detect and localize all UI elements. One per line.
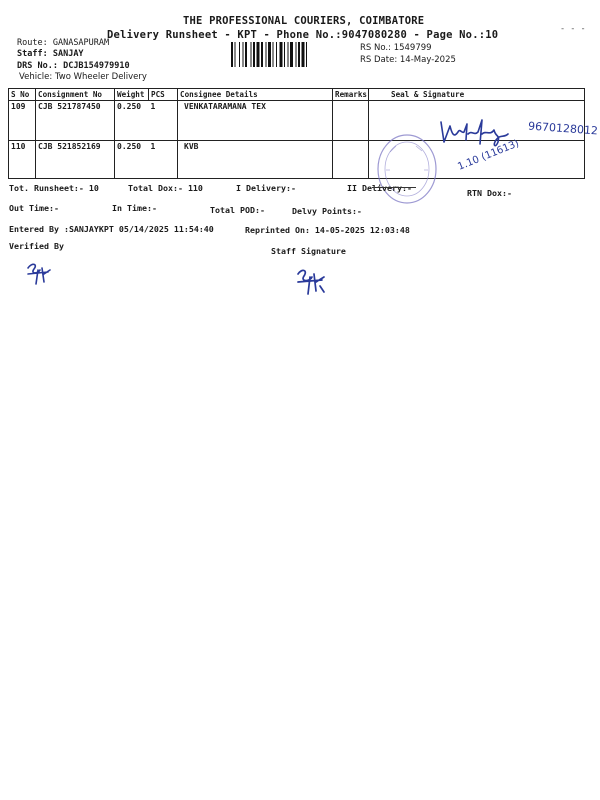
cell-remarks xyxy=(333,101,369,141)
company-seal-stamp xyxy=(376,132,438,206)
verified-by-label: Verified By xyxy=(9,241,64,251)
delivery-points: Delvy Points:- xyxy=(292,206,362,216)
cell-consignment: CJB 521787450 xyxy=(36,101,115,141)
cell-consignment: CJB 521852169 xyxy=(36,141,115,179)
cell-pcs: 1 xyxy=(149,101,178,141)
total-pod: Total POD:- xyxy=(210,205,265,215)
cell-consignee: VENKATARAMANA TEX xyxy=(178,101,333,141)
col-seal-header: Seal & Signature xyxy=(369,89,585,101)
col-sno-header: S No xyxy=(9,89,36,101)
cell-sno: 109 xyxy=(9,101,36,141)
second-delivery: II Delivery:- xyxy=(347,183,412,193)
company-title: THE PROFESSIONAL COURIERS, COIMBATORE xyxy=(183,15,425,27)
rs-date-line xyxy=(360,55,456,65)
drs-value: DCJB154979910 xyxy=(63,61,130,71)
barcode-image xyxy=(230,42,352,67)
first-delivery: I Delivery:- xyxy=(236,183,296,193)
col-weight-header: Weight xyxy=(115,89,149,101)
route-label: Route: xyxy=(17,38,48,48)
col-consignee-header: Consignee Details xyxy=(178,89,333,101)
total-runsheet: Tot. Runsheet:- 10 xyxy=(9,183,99,193)
drs-line xyxy=(17,61,130,71)
handwritten-phone-note: 9670128012 xyxy=(527,119,599,138)
handwritten-received-note: 1.10 (11613) xyxy=(456,138,521,173)
col-consignment-header: Consignment No xyxy=(36,89,115,101)
reprinted-on: Reprinted On: 14-05-2025 12:03:48 xyxy=(245,225,410,235)
cell-consignee: KVB xyxy=(178,141,333,179)
vehicle-line xyxy=(19,72,147,82)
in-time: In Time:- xyxy=(112,203,157,213)
rs-date-label: RS Date: xyxy=(360,55,398,65)
cell-weight: 0.250 xyxy=(115,101,149,141)
verifier-signature xyxy=(24,260,52,286)
rs-no-value: 1549799 xyxy=(393,43,432,53)
return-dox: RTN Dox:- xyxy=(467,188,512,198)
col-pcs-header: PCS xyxy=(149,89,178,101)
rs-no-line xyxy=(360,43,432,53)
runsheet-subtitle: Delivery Runsheet - KPT - Phone No.:9047080280 - Page No.:10 xyxy=(107,29,499,41)
staff-line xyxy=(17,49,84,59)
staff-label: Staff: xyxy=(17,49,48,59)
rs-date-value: 14-May-2025 xyxy=(399,55,456,65)
strike-line xyxy=(372,187,416,188)
staff-signature-label: Staff Signature xyxy=(271,246,346,256)
route-line xyxy=(17,38,109,48)
corner-mark: - - - xyxy=(560,24,586,34)
route-value: GANASAPURAM xyxy=(52,38,110,48)
cell-sno: 110 xyxy=(9,141,36,179)
entered-by: Entered By :SANJAYKPT 05/14/2025 11:54:40 xyxy=(9,224,214,234)
staff-signature-image xyxy=(294,266,328,296)
out-time: Out Time:- xyxy=(9,203,59,213)
cell-remarks xyxy=(333,141,369,179)
drs-label: DRS No.: xyxy=(17,61,58,71)
cell-pcs: 1 xyxy=(149,141,178,179)
total-dox: Total Dox:- 110 xyxy=(128,183,203,193)
col-remarks-header: Remarks xyxy=(333,89,369,101)
table-header-row xyxy=(9,89,585,101)
cell-weight: 0.250 xyxy=(115,141,149,179)
staff-value: SANJAY xyxy=(52,49,84,59)
vehicle-value: Two Wheeler Delivery xyxy=(54,72,147,82)
rs-no-label: RS No.: xyxy=(360,43,391,53)
vehicle-label: Vehicle: xyxy=(19,72,53,82)
